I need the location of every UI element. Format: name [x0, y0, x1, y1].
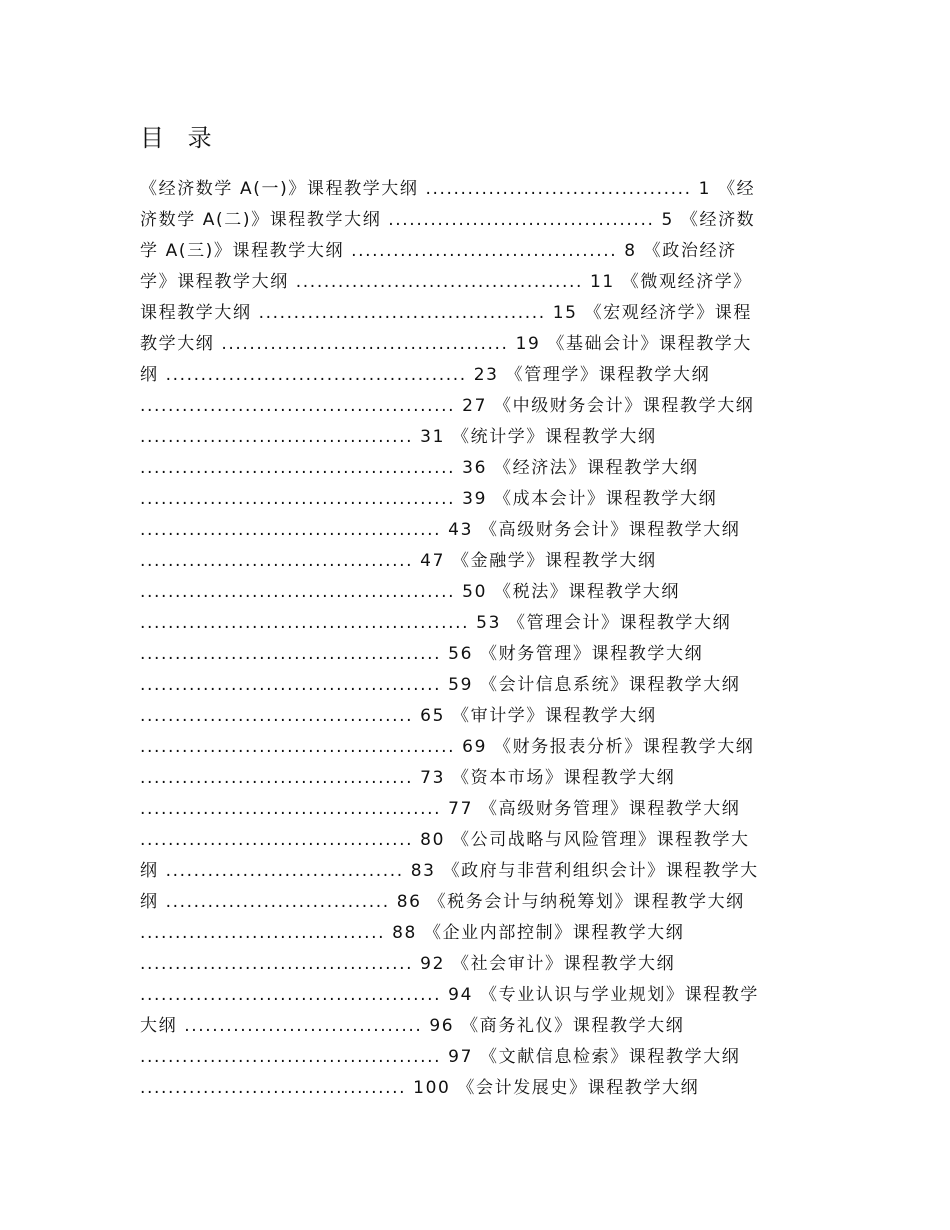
toc-line: ............................................. 50 《税法》课程教学大纲 — [140, 582, 681, 602]
toc-line: ...................................... 100 《会计发展史》课程教学大纲 — [140, 1078, 700, 1098]
toc-line: 济数学 A(二)》课程教学大纲 ...................................... 5 《经济数 — [140, 210, 756, 230]
toc-line: ........................................... 97 《文献信息检索》课程教学大纲 — [140, 1047, 741, 1067]
toc-line: ............................................. 39 《成本会计》课程教学大纲 — [140, 489, 718, 509]
toc-line: ........................................... 94 《专业认识与学业规划》课程教学 — [140, 985, 760, 1005]
toc-line: ....................................... 31 《统计学》课程教学大纲 — [140, 427, 657, 447]
toc-line: 教学大纲 ......................................... 19 《基础会计》课程教学大 — [140, 334, 752, 354]
toc-line: ........................................... 77 《高级财务管理》课程教学大纲 — [140, 799, 741, 819]
toc-line: ............................................. 27 《中级财务会计》课程教学大纲 — [140, 396, 755, 416]
toc-line: 课程教学大纲 ......................................... 15 《宏观经济学》课程 — [140, 303, 752, 323]
toc-line: ....................................... 65 《审计学》课程教学大纲 — [140, 706, 657, 726]
toc-line: ........................................... 56 《财务管理》课程教学大纲 — [140, 644, 704, 664]
toc-line: ....................................... 47 《金融学》课程教学大纲 — [140, 551, 657, 571]
toc-line: ............................................... 53 《管理会计》课程教学大纲 — [140, 613, 732, 633]
toc-line: 纲 ........................................... 23 《管理学》课程教学大纲 — [140, 365, 711, 385]
toc-line: 《经济数学 A(一)》课程教学大纲 ...................................... 1 《经 — [140, 179, 756, 199]
toc-line: 纲 ................................ 86 《税务会计与纳税筹划》课程教学大纲 — [140, 892, 745, 912]
toc-line: ....................................... 73 《资本市场》课程教学大纲 — [140, 768, 676, 788]
toc-line: 学 A(三)》课程教学大纲 ...................................... 8 《政治经济 — [140, 241, 737, 261]
toc-line: ....................................... 92 《社会审计》课程教学大纲 — [140, 954, 676, 974]
toc-line: ........................................... 43 《高级财务会计》课程教学大纲 — [140, 520, 741, 540]
toc-line: 大纲 .................................. 96 《商务礼仪》课程教学大纲 — [140, 1016, 685, 1036]
toc-line: ....................................... 80 《公司战略与风险管理》课程教学大 — [140, 830, 750, 850]
toc-line: 纲 .................................. 83 《政府与非营利组织会计》课程教学大 — [140, 861, 759, 881]
toc-line: ................................... 88 《企业内部控制》课程教学大纲 — [140, 923, 685, 943]
toc-title: 目 录 — [140, 124, 220, 152]
toc-line: ........................................... 59 《会计信息系统》课程教学大纲 — [140, 675, 741, 695]
toc-line: 学》课程教学大纲 ......................................... 11 《微观经济学》 — [140, 272, 752, 292]
table-of-contents — [140, 174, 820, 1104]
toc-line: ............................................. 36 《经济法》课程教学大纲 — [140, 458, 699, 478]
toc-line: ............................................. 69 《财务报表分析》课程教学大纲 — [140, 737, 755, 757]
